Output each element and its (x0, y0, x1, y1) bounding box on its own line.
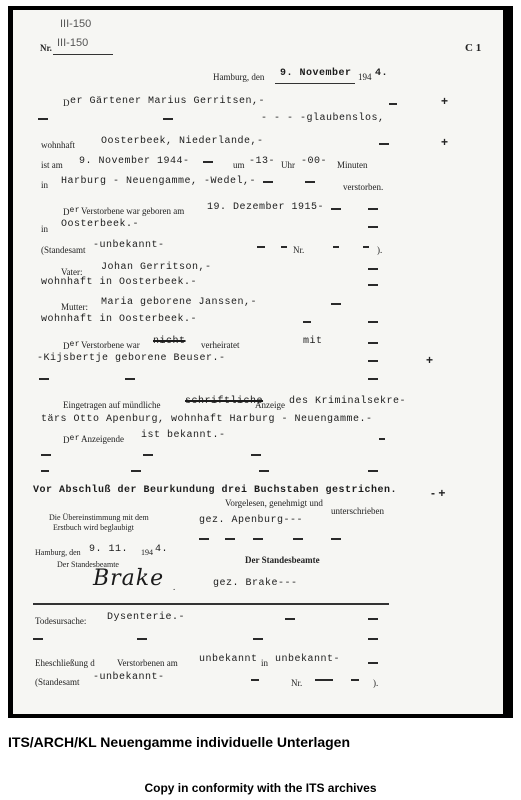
residence-value: Oosterbeek, Niederlande,- (101, 136, 264, 147)
vater-label: Vater: (61, 267, 83, 277)
married-label-a: Verstorbene war (81, 340, 140, 350)
copy-conformity-note: Copy in conformity with the ITS archives (144, 781, 377, 795)
registrar-signature: Brake (93, 566, 165, 591)
father-name: Johan Gerritson,- (101, 262, 212, 273)
spouse-name: -Kijsbertje geborene Beuser.- (37, 353, 226, 364)
dot: . (173, 582, 176, 592)
archive-caption: ITS/ARCH/KL Neuengamme individuelle Unterlagen (8, 734, 351, 750)
standesamt2-label: (Standesamt (35, 677, 80, 687)
nr-label: Nr. (40, 43, 52, 53)
standesamt2-value: -unbekannt- (93, 672, 165, 683)
todesursache-label: Todesursache: (35, 616, 87, 626)
anzeige-label: Anzeige (255, 400, 285, 410)
ehe-label-b: Verstorbenen am (117, 658, 178, 668)
anzeigende-value: ist bekannt.- (141, 430, 226, 441)
ehe-label-a: Eheschließung d (35, 658, 95, 668)
uhr-label: Uhr (281, 160, 295, 170)
um-label: um (233, 160, 245, 170)
place-date-label: Hamburg, den (213, 72, 265, 82)
cert-year-prefix: 194 (141, 548, 153, 557)
married-d: Der (63, 340, 81, 351)
marriage-place: unbekannt- (275, 654, 341, 665)
death-place: Harburg - Neuengamme, -Wedel,- (61, 176, 257, 187)
mutter-label: Mutter: (61, 302, 88, 312)
mother-name: Maria geborene Janssen,- (101, 297, 258, 308)
ist-am-label: ist am (41, 160, 63, 170)
married-label-b: verheiratet (201, 340, 240, 350)
ehe-in: in (261, 658, 269, 668)
standesamt-value: -unbekannt- (93, 240, 165, 251)
close-paren2: ). (373, 678, 379, 688)
der-d: D (63, 98, 70, 108)
verstorben-label: verstorben. (343, 182, 384, 192)
mother-residence: wohnhaft in Oosterbeek.- (41, 314, 198, 325)
margin-plus: + (426, 353, 434, 367)
signed-informant: gez. Apenburg--- (199, 515, 304, 526)
margin-plus: + (441, 94, 449, 108)
standesamt-label: (Standesamt (41, 245, 86, 255)
in-label: in (41, 180, 49, 190)
nr3-label: Nr. (291, 678, 303, 688)
anzeigende-d: Der (63, 434, 81, 445)
deceased-name-line: er Gärtener Marius Gerritsen,- (70, 96, 266, 107)
registration-date: 9. November (280, 68, 352, 79)
document-paper (13, 10, 503, 714)
birth-date: 19. Dezember 1915- (207, 202, 325, 213)
cause-of-death: Dysenterie.- (107, 612, 186, 623)
eingetragen-label: Eingetragen auf mündliche (63, 400, 161, 410)
margin-plus: - + (431, 486, 446, 500)
eingetragen-struck: schriftliche (185, 396, 264, 407)
born-label: Verstorbene war geboren am (81, 206, 185, 216)
cert-year-suffix: 4. (155, 544, 169, 555)
year-suffix: 4. (375, 68, 389, 79)
father-residence: wohnhaft in Oosterbeek.- (41, 277, 198, 288)
born-in-label: in (41, 224, 49, 234)
death-minutes: -00- (301, 156, 328, 167)
year-prefix: 194 (358, 72, 372, 82)
married-struck: nicht (153, 336, 186, 347)
signed-registrar: gez. Brake--- (213, 578, 298, 589)
uebereinstimmung-2: Erstbuch wird beglaubigt (53, 523, 134, 532)
cert-date: 9. 11. (89, 544, 129, 555)
minuten-label: Minuten (337, 160, 368, 170)
hamburg-den-label: Hamburg, den (35, 548, 81, 557)
born-d: Der (63, 206, 81, 217)
archive-pencil-note: III-150 (60, 18, 92, 30)
abschluss-note: Vor Abschluß der Beurkundung drei Buchstaben gestrichen. (33, 485, 398, 496)
nr2-label: Nr. (293, 245, 305, 255)
standesbeamte-heading: Der Standesbeamte (245, 555, 320, 565)
form-code: C 1 (465, 42, 482, 54)
death-hour: -13- (249, 156, 276, 167)
informant-line-1: des Kriminalsekre- (289, 396, 407, 407)
close-paren: ). (377, 245, 383, 255)
margin-plus: + (441, 135, 449, 149)
death-date: 9. November 1944- (79, 156, 190, 167)
religion-value: - - - -glaubenslos, (261, 113, 385, 124)
uebereinstimmung-1: Die Übereinstimmung mit dem (49, 513, 149, 522)
informant-line-2: tärs Otto Apenburg, wohnhaft Harburg - Neuengamme.- (41, 414, 373, 425)
unterschrieben-label: unterschrieben (331, 506, 384, 516)
nr-value: III-150 (57, 37, 89, 49)
birth-place: Oosterbeek.- (61, 219, 140, 230)
anzeigende-label: Anzeigende (81, 434, 124, 444)
standesbeamte-small: Der Standesbeamte (57, 560, 119, 569)
wohnhaft-label: wohnhaft (41, 140, 75, 150)
marriage-date: unbekannt (199, 654, 258, 665)
vorgelesen-label: Vorgelesen, genehmigt und (225, 498, 323, 508)
married-mit: mit (303, 336, 323, 347)
